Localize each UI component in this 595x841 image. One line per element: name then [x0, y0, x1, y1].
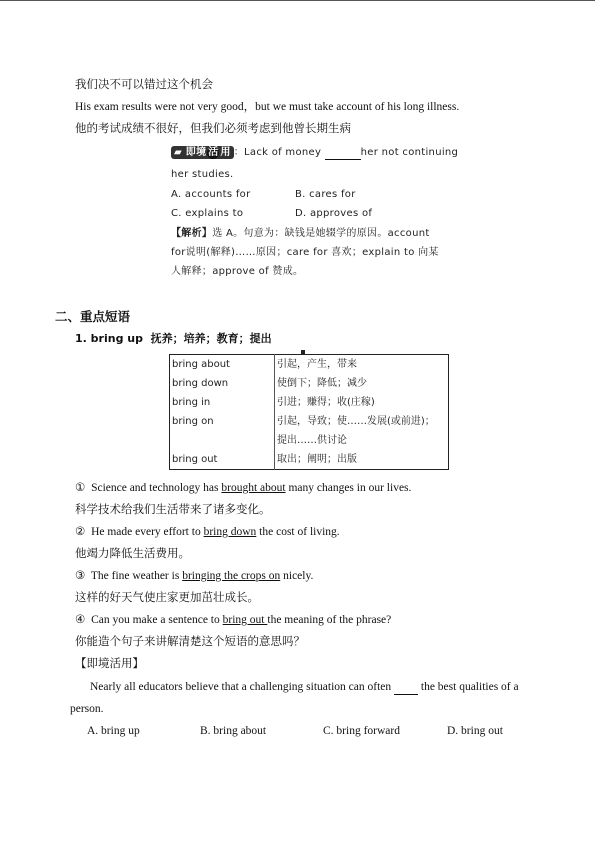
example-4-cn: 你能造个句子来讲解清楚这个短语的意思吗？ — [75, 636, 305, 648]
answer-blank — [394, 680, 418, 695]
table-row: bring on 引起，导致；使……发展(或前进)； — [170, 412, 449, 431]
phrase-table — [169, 354, 449, 470]
exercise1-option-c: C. explains to — [171, 208, 244, 219]
example-3-cn: 这样的好天气使庄家更加茁壮成长。 — [75, 592, 259, 604]
example-3-en: ③ The fine weather is bringing the crops on nicely. — [75, 570, 314, 582]
exercise2-option-b: B. bring about — [200, 725, 267, 737]
exercise2-option-d: D. bring out — [447, 725, 503, 737]
exercise2-tag: 【即境活用】 — [75, 658, 144, 670]
exercise2-option-a: A. bring up — [87, 725, 140, 737]
table-row: 提出……供讨论 — [170, 431, 449, 450]
example-1-en: ① Science and technology has brought about many changes in our lives. — [75, 482, 412, 494]
table-row: bring out 取出；阐明；出版 — [170, 450, 449, 470]
intro-cn-2: 他的考试成绩不很好，但我们必须考虑到他曾长期生病 — [75, 123, 351, 135]
analysis-line2: for说明(解释)……原因；care for 喜欢；explain to 向某 — [171, 247, 439, 258]
phrase-heading: 1. bring up 抚养；培养；教育；提出 — [75, 332, 272, 345]
table-row: bring in 引进；赚得；收(庄稼) — [170, 393, 449, 412]
example-1-cn: 科学技术给我们生活带来了诸多变化。 — [75, 504, 271, 516]
intro-en: His exam results were not very good，but we must take account of his long illness. — [75, 101, 460, 113]
badge-notebook-icon: ▰ — [174, 147, 182, 158]
exercise2-question-line2: person. — [70, 703, 104, 715]
exercise2-option-c: C. bring forward — [323, 725, 400, 737]
table-row: bring about 引起，产生，带来 — [170, 355, 449, 375]
exercise-badge: ▰ 即境 活 用 — [171, 146, 234, 159]
exercise1-question-line1: ▰ 即境 活 用 ：Lack of money her not continuing — [171, 146, 458, 160]
example-2-en: ② He made every effort to bring down the cost of living. — [75, 526, 340, 538]
answer-blank — [325, 146, 361, 160]
exercise1-question-line2: her studies. — [171, 169, 234, 180]
page-top-border — [0, 0, 595, 1]
analysis-line1: 【解析】选 A。句意为：缺钱是她辍学的原因。account — [171, 228, 430, 239]
table-row: bring down 使倒下；降低；减少 — [170, 374, 449, 393]
intro-cn-1: 我们决不可以错过这个机会 — [75, 79, 213, 91]
example-4-en: ④ Can you make a sentence to bring out the meaning of the phrase? — [75, 614, 392, 626]
example-2-cn: 他竭力降低生活费用。 — [75, 548, 190, 560]
exercise2-question-line1: Nearly all educators believe that a challenging situation can often the best qualities of a — [90, 681, 519, 693]
exercise1-option-a: A. accounts for — [171, 189, 251, 200]
exercise1-option-b: B. cares for — [295, 189, 356, 200]
section-title: 二、重点短语 — [55, 309, 131, 324]
analysis-line3: 人解释；approve of 赞成。 — [171, 266, 304, 277]
exercise1-option-d: D. approves of — [295, 208, 373, 219]
